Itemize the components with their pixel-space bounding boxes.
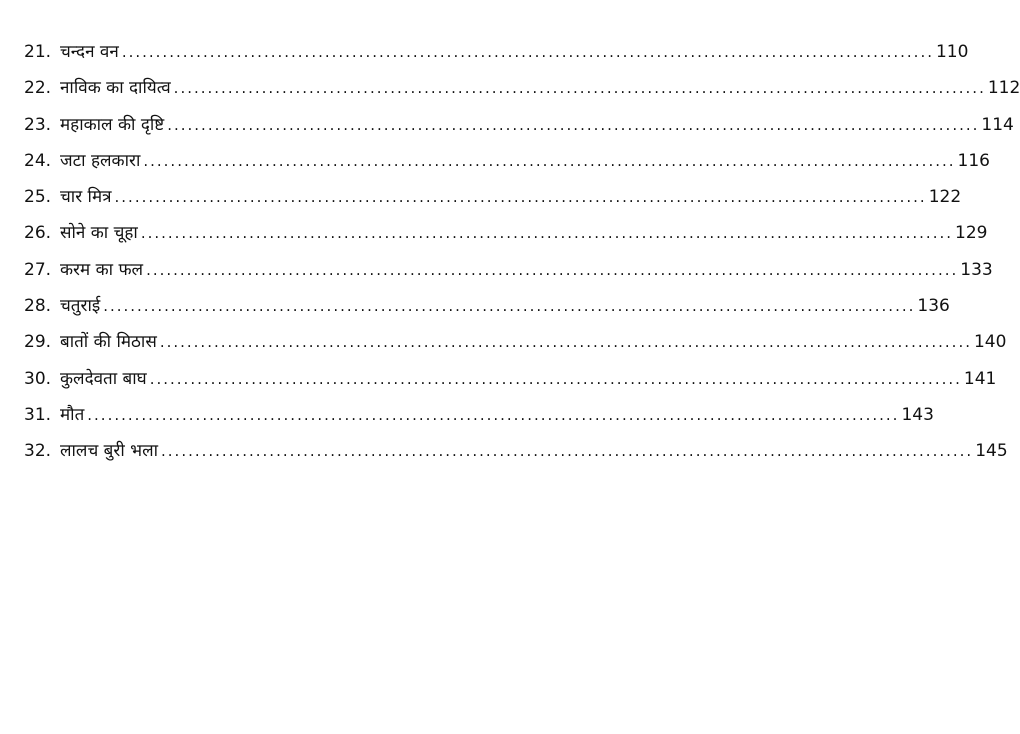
entry-number: 26. bbox=[24, 223, 52, 244]
dot-leader: ........................................................................................................................ bbox=[121, 43, 934, 61]
dot-leader: ........................................................................................................................ bbox=[114, 188, 927, 207]
entry-page-number: 116 bbox=[957, 150, 990, 171]
entry-number: 29. bbox=[24, 332, 52, 353]
entry-page-number: 143 bbox=[901, 404, 934, 425]
table-of-contents bbox=[24, 42, 1020, 478]
toc-entry[interactable] bbox=[24, 404, 934, 441]
toc-entry[interactable] bbox=[24, 296, 950, 332]
entry-page-number: 112 bbox=[987, 78, 1020, 99]
toc-entry[interactable] bbox=[24, 150, 990, 187]
dot-leader: ........................................................................................................................ bbox=[87, 405, 900, 424]
entry-number: 25. bbox=[24, 187, 52, 208]
entry-number: 22. bbox=[24, 78, 52, 99]
entry-page-number: 133 bbox=[960, 259, 993, 280]
entry-title: महाकाल की दृष्टि bbox=[60, 114, 165, 135]
entry-number: 24. bbox=[24, 150, 52, 171]
entry-number: 30. bbox=[24, 368, 52, 389]
toc-entry[interactable] bbox=[24, 332, 1007, 368]
entry-title: कुलदेवता बाघ bbox=[60, 368, 147, 389]
entry-page-number: 141 bbox=[963, 368, 997, 389]
entry-page-number: 122 bbox=[928, 187, 962, 208]
entry-number: 27. bbox=[24, 259, 52, 280]
dot-leader: ........................................................................................................................ bbox=[161, 442, 974, 461]
entry-title: चार मित्र bbox=[60, 187, 112, 208]
entry-title: चतुराई bbox=[60, 296, 101, 317]
entry-title: बातों की मिठास bbox=[60, 332, 157, 353]
toc-entry[interactable] bbox=[24, 78, 1020, 114]
dot-leader: ........................................................................................................................ bbox=[149, 369, 962, 388]
toc-entry[interactable] bbox=[24, 259, 993, 296]
toc-entry[interactable] bbox=[24, 223, 988, 259]
entry-page-number: 114 bbox=[981, 114, 1014, 135]
entry-title: नाविक का दायित्व bbox=[60, 78, 171, 99]
toc-entry[interactable] bbox=[24, 42, 969, 78]
entry-page-number: 145 bbox=[975, 441, 1008, 462]
entry-title: चन्दन वन bbox=[60, 42, 119, 62]
dot-leader: ........................................................................................................................ bbox=[173, 79, 986, 98]
toc-entry[interactable] bbox=[24, 114, 1014, 151]
entry-number: 28. bbox=[24, 296, 52, 317]
entry-title: करम का फल bbox=[60, 259, 144, 280]
entry-page-number: 140 bbox=[973, 332, 1007, 353]
dot-leader: ........................................................................................................................ bbox=[146, 260, 959, 279]
toc-entry[interactable] bbox=[24, 368, 997, 405]
entry-title: मौत bbox=[60, 404, 85, 425]
entry-number: 31. bbox=[24, 404, 52, 425]
dot-leader: ........................................................................................................................ bbox=[167, 115, 980, 134]
toc-entry[interactable] bbox=[24, 187, 962, 223]
dot-leader: ........................................................................................................................ bbox=[140, 224, 953, 243]
entry-page-number: 136 bbox=[917, 296, 950, 317]
entry-number: 21. bbox=[24, 42, 52, 62]
entry-title: सोने का चूहा bbox=[60, 223, 138, 244]
dot-leader: ........................................................................................................................ bbox=[143, 151, 956, 170]
toc-entry[interactable] bbox=[24, 441, 1008, 477]
dot-leader: ........................................................................................................................ bbox=[159, 333, 972, 352]
entry-number: 23. bbox=[24, 114, 52, 135]
entry-number: 32. bbox=[24, 441, 52, 462]
entry-page-number: 110 bbox=[935, 42, 969, 62]
dot-leader: ........................................................................................................................ bbox=[103, 297, 916, 316]
entry-page-number: 129 bbox=[955, 223, 988, 244]
entry-title: जटा हलकारा bbox=[60, 150, 141, 171]
entry-title: लालच बुरी भला bbox=[60, 441, 159, 462]
